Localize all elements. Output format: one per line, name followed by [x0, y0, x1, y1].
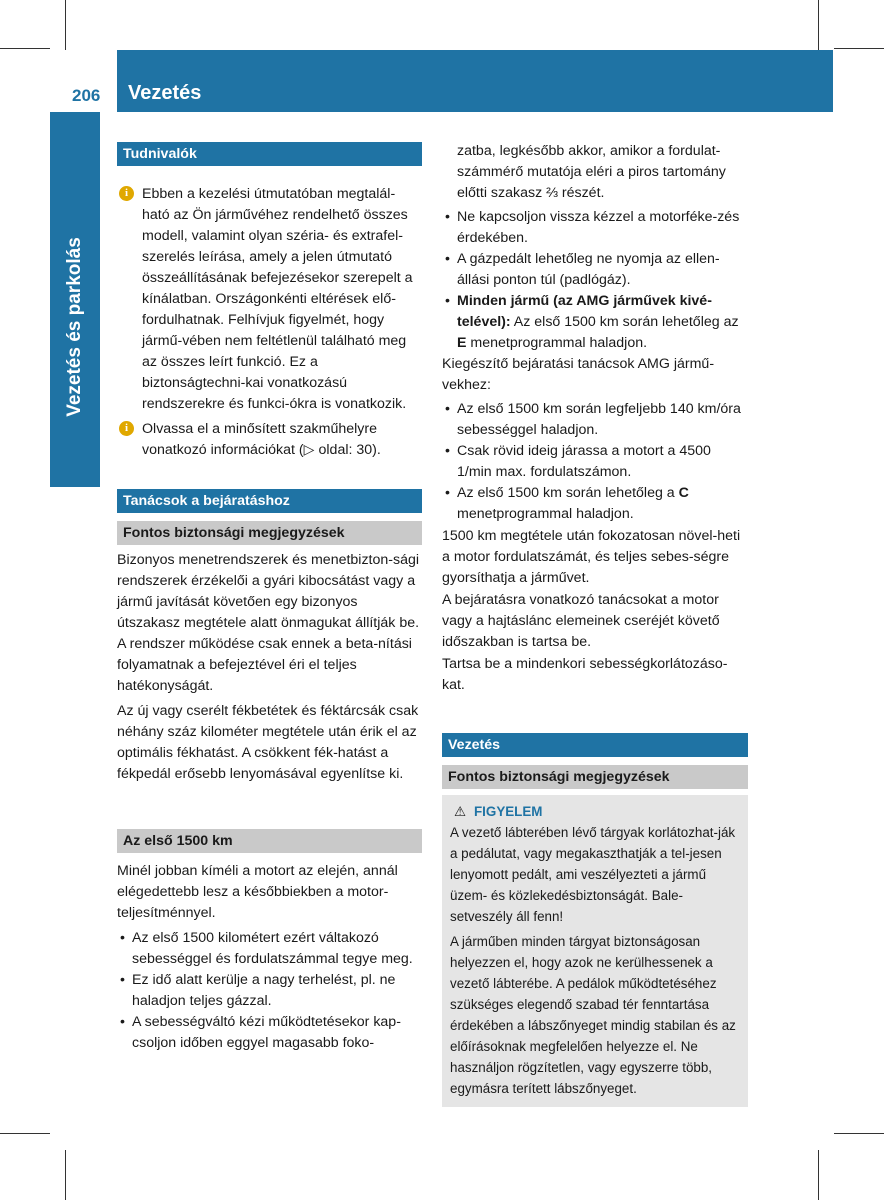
crop-mark	[834, 48, 884, 49]
paragraph: Bizonyos menetrendszerek és menetbizton-sági rendszerek érzékelői a gyári kibocsátást vagy a jármű javítását követően egy bizonyos útszakasz megtétele alatt önmagukat állítják be. A rendszer működése csak ennek a beta-nítási folyamatnak a befejeztével éri el teljes hatékonyságát.	[117, 552, 420, 694]
crop-mark	[818, 0, 819, 50]
warning-box	[442, 795, 748, 1107]
header-bar	[117, 50, 833, 112]
left-column-3	[117, 829, 422, 1054]
list-item: • A gázpedált lehetőleg ne nyomja az ellen-állási ponton túl (padlógáz).	[442, 249, 748, 291]
crop-mark	[834, 1133, 884, 1134]
page-number: 206	[72, 86, 101, 105]
list-item: • Az első 1500 km során legfeljebb 140 km/óra sebességgel haladjon.	[442, 399, 748, 441]
warning-triangle-icon: ⚠	[453, 804, 466, 819]
warning-title: FIGYELEM	[474, 804, 543, 819]
list-item: • A sebességváltó kézi működtetésekor kap-csoljon időben eggyel magasabb foko-	[117, 1012, 422, 1054]
list-item: • Ne kapcsoljon vissza kézzel a motorféke-zés érdekében.	[442, 207, 748, 249]
crop-mark	[0, 1133, 50, 1134]
page-title: Vezetés	[128, 82, 202, 104]
list-item: • Az első 1500 km során lehetőleg a C menetprogrammal haladjon.	[442, 483, 748, 525]
info-icon: i	[119, 186, 134, 201]
subheading-safety: Fontos biztonsági megjegyzések	[117, 521, 422, 545]
bullet-list	[117, 928, 422, 1054]
list-item: • Az első 1500 kilométert ezért váltakozó sebességgel és fordulatszámmal tegye meg.	[117, 928, 422, 970]
bullet-list	[442, 207, 748, 354]
crop-mark	[0, 48, 50, 49]
info-text: Ebben a kezelési útmutatóban megtalál-ható az Ön járművéhez rendelhető összes modell, valamint olyan széria- és extrafel-szerelés leírása, amely a jelen útmutató összeállításának befejezésekor szerepelt a kínálatban. Országonkénti eltérések elő-fordulhatnak. Felhívjuk figyelmét, hogy jármű-vében nem feltétlenül található meg az összes leírt funkció. Ez a biztonságtechni-kai vonatkozású rendszerekre és funkci-ókra is vonatkozik.	[142, 186, 413, 412]
section-heading-tudnivalok: Tudnivalók	[117, 142, 422, 166]
paragraph: Kiegészítő bejáratási tanácsok AMG jármű-vekhez:	[442, 356, 715, 393]
paragraph: Tartsa be a mindenkori sebességkorlátozáso-kat.	[442, 656, 728, 693]
crop-mark	[818, 1150, 819, 1200]
info-note	[117, 419, 422, 461]
bullet-list	[442, 399, 748, 525]
left-column	[117, 142, 422, 461]
subheading-elso-1500: Az első 1500 km	[117, 829, 422, 853]
warning-text: A járműben minden tárgyat biztonságosan helyezzen el, hogy azok ne kerülhessenek a vezető lábterébe. A pedálok működtetéséhez szükséges elegendő szabad tér fenntartása érdekében a lábszőnyeget mindig stabilan és az előírásoknak megfelelően helyezze el. Ne használjon rögzítetlen, vagy egyszerre több, egymásra terített lábszőnyeget.	[450, 934, 736, 1096]
section-heading-tanacsok: Tanácsok a bejáratáshoz	[117, 489, 422, 513]
side-tab-label: Vezetés és parkolás	[64, 237, 85, 417]
right-column	[442, 141, 748, 696]
info-icon: i	[119, 421, 134, 436]
section-heading-vezetes: Vezetés	[442, 733, 748, 757]
side-tab	[50, 112, 100, 487]
info-note	[117, 184, 422, 415]
right-column-2	[442, 733, 748, 1107]
info-text: Olvassa el a minősített szakműhelyre vonatkozó információkat (▷ oldal: 30).	[142, 421, 381, 458]
warning-text: A vezető lábterében lévő tárgyak korlátozhat-ják a pedálutat, vagy megakaszthatják a tel-jesen lenyomott pedált, ami veszélyezteti a jármű üzem- és közlekedésbiztonságát. Bale-setveszély áll fenn!	[450, 825, 736, 924]
subheading-safety: Fontos biztonsági megjegyzések	[442, 765, 748, 789]
list-item: • Ez idő alatt kerülje a nagy terhelést, pl. ne haladjon teljes gázzal.	[117, 970, 422, 1012]
continued-text: zatba, legkésőbb akkor, amikor a fordulat-számmérő mutatója eléri a piros tartomány előtti szakasz ⅔ részét.	[457, 143, 726, 201]
list-item: • Csak rövid ideig járassa a motort a 4500 1/min max. fordulatszámon.	[442, 441, 748, 483]
paragraph: 1500 km megtétele után fokozatosan növel-heti a motor fordulatszámát, és teljes sebes-ségre gyorsíthatja a járművet.	[442, 528, 741, 586]
paragraph: Az új vagy cserélt fékbetétek és féktárcsák csak néhány száz kilométer megtétele után érik el az optimális fékhatást. A csökkent fék-hatást a fékpedál erősebb lenyomásával egyenlítse ki.	[117, 703, 419, 782]
paragraph: Minél jobban kíméli a motort az elején, annál elégedettebb lesz a későbbiekben a motor-teljesítménnyel.	[117, 863, 398, 921]
crop-mark	[65, 1150, 66, 1200]
crop-mark	[65, 0, 66, 50]
left-column-2	[117, 489, 422, 785]
list-item: • Minden jármű (az AMG járművek kivé-telével): Az első 1500 km során lehetőleg az E menetprogrammal haladjon.	[442, 291, 748, 354]
bold-text: Minden jármű (az AMG járművek kivé-telével):	[457, 293, 712, 330]
paragraph: A bejáratásra vonatkozó tanácsokat a motor vagy a hajtáslánc elemeinek cseréjét követő időszakban is tartsa be.	[442, 592, 720, 650]
